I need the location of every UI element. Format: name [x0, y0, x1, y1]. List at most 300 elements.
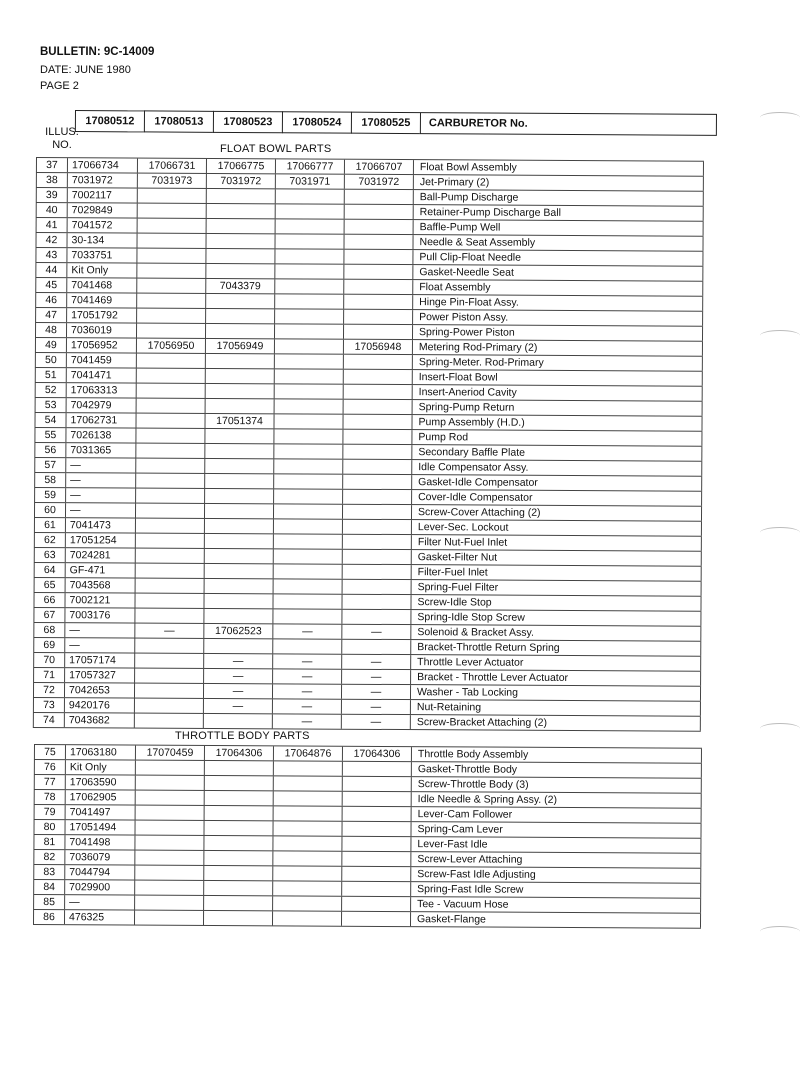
part-number-col-3: [205, 489, 274, 503]
margin-mark: [760, 112, 800, 123]
part-number-col-5: —: [342, 655, 411, 669]
part-description: Insert-Aneriod Cavity: [413, 385, 703, 401]
illus-number: 60: [34, 503, 66, 517]
illus-number: 66: [33, 593, 65, 607]
part-number-col-2: 17070459: [136, 746, 205, 760]
part-description: Bracket - Throttle Lever Actuator: [411, 670, 701, 686]
part-number-col-2: [136, 474, 205, 488]
part-description: Screw-Lever Attaching: [411, 852, 701, 868]
part-number-col-3: [205, 761, 274, 775]
part-number-col-2: [136, 579, 205, 593]
illus-number: 56: [34, 443, 66, 457]
illus-number: 75: [34, 745, 66, 759]
part-number-col-5: [344, 400, 413, 414]
margin-mark: [760, 723, 800, 734]
part-number-col-1: 17051792: [67, 308, 137, 322]
part-number-col-4: [274, 806, 343, 820]
part-number-col-2: [136, 459, 205, 473]
part-number-col-4: 17066777: [276, 159, 345, 173]
part-number-col-2: [136, 534, 205, 548]
part-number-col-1: —: [66, 488, 136, 502]
illus-number: 77: [34, 775, 66, 789]
illus-number: 59: [34, 488, 66, 502]
part-number-col-2: [135, 669, 204, 683]
part-description: Screw-Fast Idle Adjusting: [411, 867, 701, 883]
part-number-col-3: 17066775: [207, 159, 276, 173]
part-number-col-2: [136, 429, 205, 443]
part-number-col-1: 7002121: [65, 593, 135, 607]
part-number-col-1: —: [65, 623, 135, 637]
part-number-col-1: 7002117: [68, 188, 138, 202]
part-number-col-2: [137, 264, 206, 278]
part-number-col-5: —: [342, 685, 411, 699]
part-number-col-4: [274, 474, 343, 488]
part-number-col-3: [204, 911, 273, 925]
part-description: Screw-Throttle Body (3): [412, 777, 702, 793]
part-number-col-5: [344, 370, 413, 384]
part-number-col-1: 7031365: [66, 443, 136, 457]
part-number-col-2: [135, 714, 204, 728]
part-number-col-3: [204, 594, 273, 608]
part-number-col-1: 7041572: [68, 218, 138, 232]
bulletin-date: DATE: JUNE 1980: [40, 64, 131, 76]
part-number-col-1: 7042653: [65, 683, 135, 697]
part-number-col-5: [344, 265, 413, 279]
part-number-col-2: [136, 414, 205, 428]
illus-number: 67: [33, 608, 65, 622]
part-number-col-5: [342, 610, 411, 624]
part-number-col-3: [205, 564, 274, 578]
float-bowl-parts-table: [33, 157, 704, 732]
part-number-col-2: [135, 866, 204, 880]
part-number-col-2: [138, 204, 207, 218]
part-description: Screw-Cover Attaching (2): [412, 505, 702, 521]
part-number-col-2: 7031973: [138, 174, 207, 188]
part-number-col-3: [206, 249, 275, 263]
float-bowl-section-title: FLOAT BOWL PARTS: [220, 143, 332, 155]
part-number-col-2: [137, 234, 206, 248]
part-number-col-5: [343, 445, 412, 459]
illus-number: 50: [35, 353, 67, 367]
part-number-col-3: [204, 714, 273, 728]
part-number-col-3: [204, 851, 273, 865]
part-number-col-2: [137, 249, 206, 263]
illus-number: 86: [33, 910, 65, 924]
part-number-col-2: [137, 279, 206, 293]
part-number-col-3: [204, 821, 273, 835]
part-description: Baffle-Pump Well: [414, 220, 704, 236]
part-number-col-4: [274, 459, 343, 473]
part-number-col-2: [136, 761, 205, 775]
throttle-body-parts-table: [33, 744, 702, 929]
part-number-col-3: —: [204, 699, 273, 713]
illus-number: 38: [36, 173, 68, 187]
part-number-col-4: [273, 821, 342, 835]
part-number-col-4: [275, 294, 344, 308]
part-number-col-1: —: [66, 458, 136, 472]
part-number-col-1: 7041468: [67, 278, 137, 292]
part-number-col-3: [204, 881, 273, 895]
part-number-col-4: [274, 579, 343, 593]
part-number-col-4: [275, 399, 344, 413]
part-number-col-2: [137, 384, 206, 398]
part-number-col-3: —: [204, 669, 273, 683]
part-description: Filter Nut-Fuel Inlet: [412, 535, 702, 551]
part-number-col-5: [343, 490, 412, 504]
illus-number: 53: [35, 398, 67, 412]
part-description: Throttle Lever Actuator: [411, 655, 701, 671]
part-number-col-2: [138, 219, 207, 233]
part-number-col-3: [206, 309, 275, 323]
part-number-col-5: [343, 792, 412, 806]
part-number-col-4: —: [273, 684, 342, 698]
part-number-col-1: 17066734: [68, 158, 138, 172]
part-number-col-2: [135, 639, 204, 653]
illus-number: 41: [36, 218, 68, 232]
illus-number: 71: [33, 668, 65, 682]
part-number-col-5: [343, 762, 412, 776]
throttle-body-section-title: THROTTLE BODY PARTS: [175, 730, 310, 742]
part-description: Gasket-Flange: [411, 912, 701, 928]
part-number-col-2: [136, 776, 205, 790]
part-description: Spring-Cam Lever: [411, 822, 701, 838]
part-description: Spring-Pump Return: [413, 400, 703, 416]
part-number-col-4: [275, 384, 344, 398]
part-number-col-5: [343, 430, 412, 444]
part-number-col-4: [275, 234, 344, 248]
illus-number: 52: [35, 383, 67, 397]
illus-number: 42: [35, 233, 67, 247]
margin-mark: [760, 527, 800, 538]
part-description: Screw-Idle Stop: [411, 595, 701, 611]
part-number-col-2: [137, 399, 206, 413]
part-number-col-3: [205, 534, 274, 548]
illus-number: 49: [35, 338, 67, 352]
part-description: Lever-Cam Follower: [412, 807, 702, 823]
illus-label-line: NO.: [52, 139, 72, 151]
part-number-col-3: [204, 639, 273, 653]
illus-number: 72: [33, 683, 65, 697]
illus-number: 73: [33, 698, 65, 712]
part-number-col-5: [342, 837, 411, 851]
part-number-col-4: [273, 881, 342, 895]
part-number-col-2: [135, 836, 204, 850]
part-number-col-1: 17062905: [66, 790, 136, 804]
part-number-col-2: [136, 549, 205, 563]
part-number-col-2: [136, 806, 205, 820]
part-number-col-3: [204, 609, 273, 623]
part-number-col-5: [342, 595, 411, 609]
part-number-col-5: [342, 822, 411, 836]
part-number-col-3: [205, 549, 274, 563]
part-number-col-4: [274, 761, 343, 775]
part-number-col-4: [274, 429, 343, 443]
part-number-col-5: [343, 565, 412, 579]
part-number-col-5: 17066707: [345, 160, 414, 174]
part-number-col-1: 17056952: [67, 338, 137, 352]
part-number-col-2: [135, 609, 204, 623]
part-number-col-3: [206, 384, 275, 398]
part-number-col-5: [344, 235, 413, 249]
part-description: Retainer-Pump Discharge Ball: [414, 205, 704, 221]
part-number-col-1: 17062731: [66, 413, 136, 427]
part-number-col-1: 7041497: [66, 805, 136, 819]
part-number-col-2: [136, 489, 205, 503]
part-number-col-3: [204, 836, 273, 850]
part-description: Gasket-Idle Compensator: [412, 475, 702, 491]
carburetor-number-header: [75, 110, 717, 139]
part-number-col-2: [137, 324, 206, 338]
part-number-col-3: —: [204, 654, 273, 668]
bulletin-number: BULLETIN: 9C-14009: [40, 46, 155, 58]
part-number-col-2: [138, 189, 207, 203]
part-number-col-5: 7031972: [345, 175, 414, 189]
part-description: Gasket-Throttle Body: [412, 762, 702, 778]
part-number-col-3: 17062523: [204, 624, 273, 638]
part-number-col-3: 7043379: [206, 279, 275, 293]
part-number-col-4: [273, 866, 342, 880]
part-description: Screw-Bracket Attaching (2): [411, 715, 701, 731]
part-number-col-1: 7044794: [65, 865, 135, 879]
part-number-col-5: 17056948: [344, 340, 413, 354]
table-row: [33, 910, 701, 929]
part-number-col-3: [207, 204, 276, 218]
part-number-col-3: 7031972: [207, 174, 276, 188]
part-description: Nut-Retaining: [411, 700, 701, 716]
part-description: Washer - Tab Locking: [411, 685, 701, 701]
part-number-col-3: [205, 459, 274, 473]
part-number-col-5: —: [342, 625, 411, 639]
part-number-col-3: [207, 189, 276, 203]
table-row: [33, 713, 701, 732]
carburetor-number: 17080524: [282, 111, 351, 133]
part-number-col-5: [343, 550, 412, 564]
part-number-col-2: [136, 444, 205, 458]
part-number-col-1: 7029849: [68, 203, 138, 217]
part-number-col-1: 7043568: [66, 578, 136, 592]
illus-number: 47: [35, 308, 67, 322]
part-number-col-3: [205, 444, 274, 458]
part-number-col-2: [135, 594, 204, 608]
part-number-col-2: [135, 851, 204, 865]
part-description: Spring-Idle Stop Screw: [411, 610, 701, 626]
part-description: Jet-Primary (2): [414, 175, 704, 191]
part-number-col-1: 17051494: [65, 820, 135, 834]
illus-number: 48: [35, 323, 67, 337]
part-number-col-1: 17063180: [66, 745, 136, 759]
part-number-col-5: [344, 310, 413, 324]
part-number-col-3: [205, 579, 274, 593]
part-number-col-4: [274, 791, 343, 805]
part-description: Spring-Power Piston: [413, 325, 703, 341]
illus-number: 39: [36, 188, 68, 202]
carburetor-label: CARBURETOR No.: [420, 112, 717, 136]
part-number-col-2: [136, 519, 205, 533]
part-number-col-4: [275, 264, 344, 278]
part-number-col-1: —: [66, 473, 136, 487]
part-number-col-1: 7003176: [65, 608, 135, 622]
part-number-col-5: —: [342, 700, 411, 714]
part-number-col-1: 7033751: [67, 248, 137, 262]
carburetor-number: 17080525: [351, 112, 420, 134]
part-number-col-4: [275, 324, 344, 338]
part-number-col-1: 30-134: [67, 233, 137, 247]
part-number-col-3: [206, 354, 275, 368]
part-number-col-4: [275, 369, 344, 383]
part-number-col-5: [343, 777, 412, 791]
part-number-col-1: 7026138: [66, 428, 136, 442]
part-number-col-4: [274, 519, 343, 533]
part-number-col-1: 476325: [65, 910, 135, 924]
part-number-col-5: [344, 295, 413, 309]
illus-number: 79: [34, 805, 66, 819]
part-number-col-4: 7031971: [276, 174, 345, 188]
part-number-col-1: 17057327: [65, 668, 135, 682]
part-description: Insert-Float Bowl: [413, 370, 703, 386]
part-number-col-3: [204, 896, 273, 910]
carburetor-number: 17080523: [213, 111, 282, 133]
part-description: Pull Clip-Float Needle: [413, 250, 703, 266]
part-description: Spring-Fuel Filter: [412, 580, 702, 596]
part-number-col-3: [205, 429, 274, 443]
part-description: Gasket-Needle Seat: [413, 265, 703, 281]
part-description: Secondary Baffle Plate: [412, 445, 702, 461]
part-number-col-4: —: [273, 624, 342, 638]
part-number-col-2: [135, 684, 204, 698]
illus-number: 61: [34, 518, 66, 532]
part-number-col-1: 7041473: [66, 518, 136, 532]
part-number-col-5: [345, 220, 414, 234]
part-number-col-4: [274, 444, 343, 458]
part-number-col-5: [343, 460, 412, 474]
illus-number: 82: [33, 850, 65, 864]
illus-number: 46: [35, 293, 67, 307]
part-number-col-4: [275, 309, 344, 323]
illus-number: 76: [34, 760, 66, 774]
part-number-col-3: [205, 474, 274, 488]
part-number-col-3: [206, 264, 275, 278]
part-number-col-3: 17051374: [205, 414, 274, 428]
part-number-col-1: 17063313: [67, 383, 137, 397]
part-description: Hinge Pin-Float Assy.: [413, 295, 703, 311]
part-number-col-3: [205, 519, 274, 533]
illus-number: 74: [33, 713, 65, 727]
part-number-col-5: [342, 897, 411, 911]
part-number-col-3: [206, 294, 275, 308]
part-number-col-5: [345, 205, 414, 219]
part-number-col-1: Kit Only: [67, 263, 137, 277]
part-number-col-1: 7041459: [67, 353, 137, 367]
illus-number: 80: [33, 820, 65, 834]
part-number-col-3: [206, 234, 275, 248]
part-number-col-5: [343, 520, 412, 534]
part-number-col-4: [275, 279, 344, 293]
illus-number: 43: [35, 248, 67, 262]
part-number-col-3: [205, 806, 274, 820]
part-number-col-1: 7031972: [68, 173, 138, 187]
illus-number: 45: [35, 278, 67, 292]
part-number-col-4: [273, 639, 342, 653]
part-number-col-4: —: [273, 654, 342, 668]
illus-no-label: [42, 126, 82, 152]
illus-number: 57: [34, 458, 66, 472]
illus-number: 83: [33, 865, 65, 879]
part-description: Lever-Fast Idle: [411, 837, 701, 853]
illus-number: 85: [33, 895, 65, 909]
part-number-col-2: [135, 911, 204, 925]
part-description: Cover-Idle Compensator: [412, 490, 702, 506]
illus-number: 63: [34, 548, 66, 562]
part-number-col-5: [343, 807, 412, 821]
part-number-col-1: 17057174: [65, 653, 135, 667]
part-number-col-2: [136, 564, 205, 578]
part-description: Needle & Seat Assembly: [413, 235, 703, 251]
part-number-col-4: [275, 339, 344, 353]
illus-number: 65: [34, 578, 66, 592]
part-number-col-2: [137, 369, 206, 383]
part-number-col-2: [135, 699, 204, 713]
part-number-col-1: —: [65, 895, 135, 909]
part-description: Spring-Meter. Rod-Primary: [413, 355, 703, 371]
part-number-col-5: [343, 535, 412, 549]
part-description: Idle Needle & Spring Assy. (2): [412, 792, 702, 808]
illus-number: 81: [33, 835, 65, 849]
part-description: Throttle Body Assembly: [412, 747, 702, 763]
illus-number: 68: [33, 623, 65, 637]
part-description: Ball-Pump Discharge: [414, 190, 704, 206]
part-number-col-3: [205, 776, 274, 790]
part-number-col-2: [136, 791, 205, 805]
part-number-col-2: [135, 896, 204, 910]
part-number-col-2: 17056950: [137, 339, 206, 353]
part-number-col-1: —: [65, 638, 135, 652]
part-number-col-5: —: [342, 670, 411, 684]
illus-number: 55: [34, 428, 66, 442]
illus-number: 70: [33, 653, 65, 667]
part-number-col-2: [137, 294, 206, 308]
part-number-col-4: [273, 609, 342, 623]
part-number-col-4: [273, 851, 342, 865]
part-number-col-1: 17063590: [66, 775, 136, 789]
part-number-col-1: 7042979: [67, 398, 137, 412]
part-number-col-2: —: [135, 624, 204, 638]
part-number-col-1: 7041498: [65, 835, 135, 849]
part-description: Metering Rod-Primary (2): [413, 340, 703, 356]
part-number-col-5: [344, 280, 413, 294]
illus-number: 64: [34, 563, 66, 577]
part-number-col-5: —: [342, 715, 411, 729]
part-number-col-3: [207, 219, 276, 233]
part-number-col-2: [135, 654, 204, 668]
illus-label-line: ILLUS.: [45, 126, 79, 138]
page-number: PAGE 2: [40, 80, 79, 92]
part-number-col-5: [343, 475, 412, 489]
part-number-col-4: 17064876: [274, 746, 343, 760]
part-number-col-3: 17064306: [205, 746, 274, 760]
part-number-col-5: [344, 385, 413, 399]
part-number-col-3: [206, 399, 275, 413]
part-description: Solenoid & Bracket Assy.: [411, 625, 701, 641]
part-number-col-4: [274, 414, 343, 428]
part-number-col-4: [274, 534, 343, 548]
part-description: Gasket-Filter Nut: [412, 550, 702, 566]
margin-mark: [760, 330, 800, 341]
part-number-col-1: 7029900: [65, 880, 135, 894]
part-number-col-4: —: [273, 669, 342, 683]
part-number-col-4: [274, 564, 343, 578]
illus-number: 58: [34, 473, 66, 487]
illus-number: 44: [35, 263, 67, 277]
